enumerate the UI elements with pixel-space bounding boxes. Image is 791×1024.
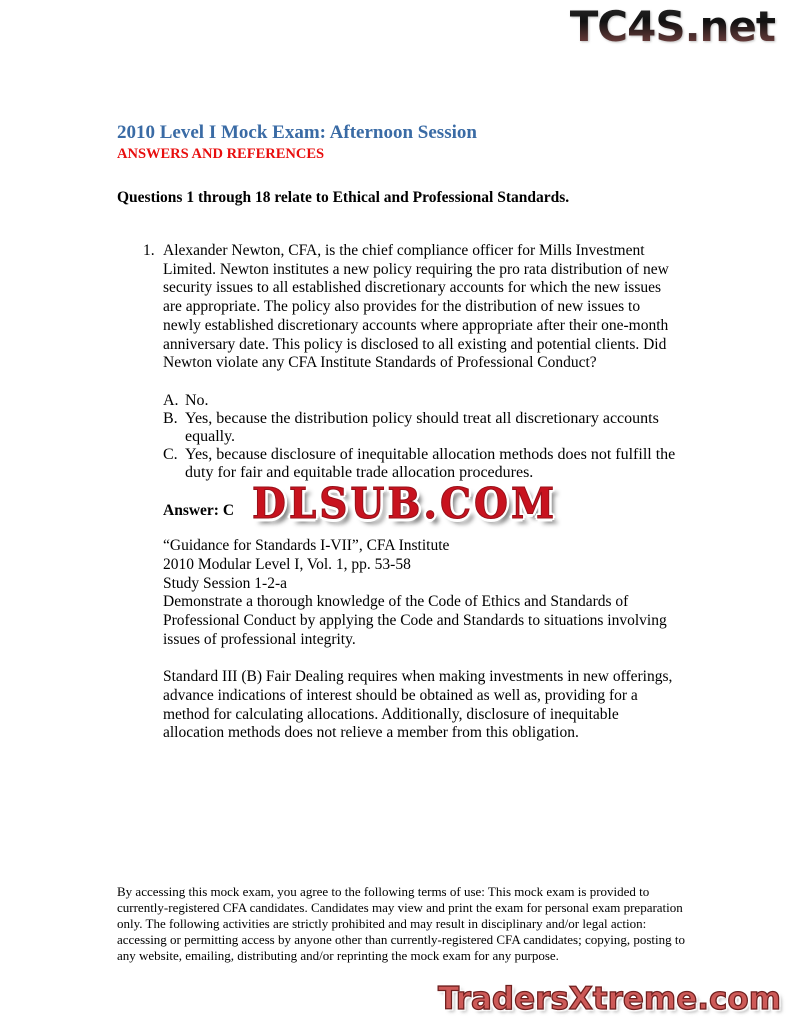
option-c-letter: C. xyxy=(163,445,178,463)
option-a xyxy=(163,392,679,410)
question-block xyxy=(117,242,679,373)
explanation-paragraph: Standard III (B) Fair Dealing requires when making investments in new offerings, advance indications of interest should be obtained as well as, providing for a method for calculating allocations. Additionally, disclosure of inequitable allocation methods does not relieve a member from this obligation. xyxy=(163,668,673,742)
reference-line-volume: 2010 Modular Level I, Vol. 1, pp. 53-58 xyxy=(163,556,411,574)
option-b xyxy=(163,410,679,446)
option-b-text: Yes, because the distribution policy should treat all discretionary accounts equally. xyxy=(185,409,659,445)
tc4s-site-logo: TC4S.net xyxy=(569,2,775,51)
reference-block xyxy=(163,537,679,649)
option-b-letter: B. xyxy=(163,409,178,427)
reference-line-guidance: “Guidance for Standards I-VII”, CFA Institute xyxy=(163,537,450,555)
option-a-text: No. xyxy=(185,391,209,409)
answer-options xyxy=(163,392,679,482)
question-number: 1. xyxy=(143,242,155,259)
tradersxtreme-logo: TradersXtreme.com xyxy=(437,981,781,1017)
document-content xyxy=(117,121,679,743)
dlsub-watermark: DLSUB.COM xyxy=(252,479,558,529)
reference-line-los: Demonstrate a thorough knowledge of the Code of Ethics and Standards of Professional Conduct by applying the Code and Standards to situations involving issues of professional integrity. xyxy=(163,593,667,648)
terms-of-use-text: By accessing this mock exam, you agree to the following terms of use: This mock exam is provided to currently-registered CFA candidates. Candidates may view and print the exam for personal exam preparation only. The following activities are strictly prohibited and may result in disciplinary and/or legal action: accessing or permitting access by anyone other than currently-registered CFA candidates; copying, posting to any website, emailing, distributing and/or reprinting the mock exam for any purpose. xyxy=(117,884,685,963)
page-title: 2010 Level I Mock Exam: Afternoon Session xyxy=(117,122,477,143)
option-c xyxy=(163,446,679,482)
option-a-letter: A. xyxy=(163,391,179,409)
page-subtitle: ANSWERS AND REFERENCES xyxy=(117,146,325,162)
section-heading: Questions 1 through 18 relate to Ethical and Professional Standards. xyxy=(117,189,570,206)
reference-line-study-session: Study Session 1-2-a xyxy=(163,574,287,592)
question-text: Alexander Newton, CFA, is the chief compliance officer for Mills Investment Limited. Newton institutes a new policy requiring the pro rata distribution of new security issues to all established discretionary accounts for which the new issues are appropriate. The policy also provides for the distribution of new issues to newly established discretionary accounts where appropriate after their one-month anniversary date. This policy is disclosed to all existing and potential clients. Did Newton violate any CFA Institute Standards of Professional Conduct? xyxy=(163,242,669,372)
option-c-text: Yes, because disclosure of inequitable allocation methods does not fulfill the duty for fair and equitable trade allocation procedures. xyxy=(185,445,676,481)
answer-label: Answer: C xyxy=(163,501,235,519)
